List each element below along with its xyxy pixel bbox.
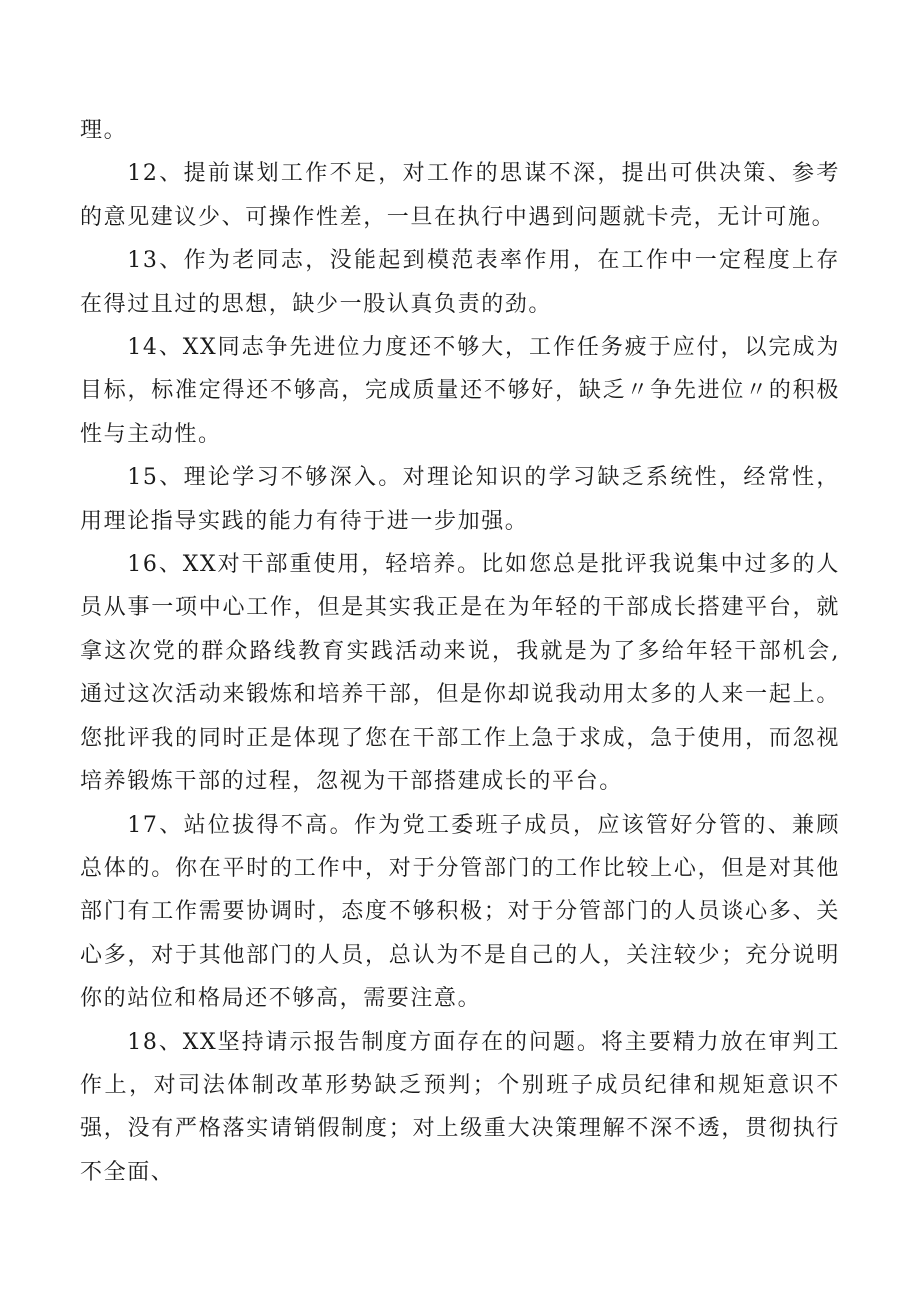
- paragraph-item-16: 16、XX对干部重使用，轻培养。比如您总是批评我说集中过多的人员从事一项中心工作，但是其实我正是在为年轻的干部成长搭建平台，就拿这次党的群众路线教育实践活动来说，我就是为了多给年轻干部机会,通过这次活动来锻炼和培养干部，但是你却说我动用太多的人来一起上。您批评我的同时正是体现了您在干部工作上急于求成，急于使用，而忽视培养锻炼干部的过程，忽视为干部搭建成长的平台。: [80, 552, 840, 795]
- document-body: [80, 109, 840, 1194]
- paragraph-item-18: 18、XX坚持请示报告制度方面存在的问题。将主要精力放在审判工作上，对司法体制改革形势缺乏预判；个别班子成员纪律和规矩意识不强，没有严格落实请销假制度；对上级重大决策理解不深不透，贯彻执行不全面、: [80, 1029, 840, 1185]
- paragraph-item-12: 12、提前谋划工作不足，对工作的思谋不深，提出可供决策、参考的意见建议少、可操作性差，一旦在执行中遇到问题就卡壳，无计可施。: [80, 161, 840, 230]
- paragraph-item-17: 17、站位拔得不高。作为党工委班子成员，应该管好分管的、兼顾总体的。你在平时的工作中，对于分管部门的工作比较上心，但是对其他部门有工作需要协调时，态度不够积极；对于分管部门的人员谈心多、关心多，对于其他部门的人员，总认为不是自己的人，关注较少；充分说明你的站位和格局还不够高，需要注意。: [80, 812, 840, 1012]
- paragraph-item-13: 13、作为老同志，没能起到模范表率作用，在工作中一定程度上存在得过且过的思想，缺少一股认真负责的劲。: [80, 248, 840, 317]
- paragraph-item-15: 15、理论学习不够深入。对理论知识的学习缺乏系统性，经常性，用理论指导实践的能力有待于进一步加强。: [80, 465, 840, 534]
- paragraph-item-14: 14、XX同志争先进位力度还不够大，工作任务疲于应付，以完成为目标，标准定得还不够高，完成质量还不够好，缺乏〃争先进位〃的积极性与主动性。: [80, 335, 840, 447]
- paragraph-continuation: 理。: [80, 118, 128, 143]
